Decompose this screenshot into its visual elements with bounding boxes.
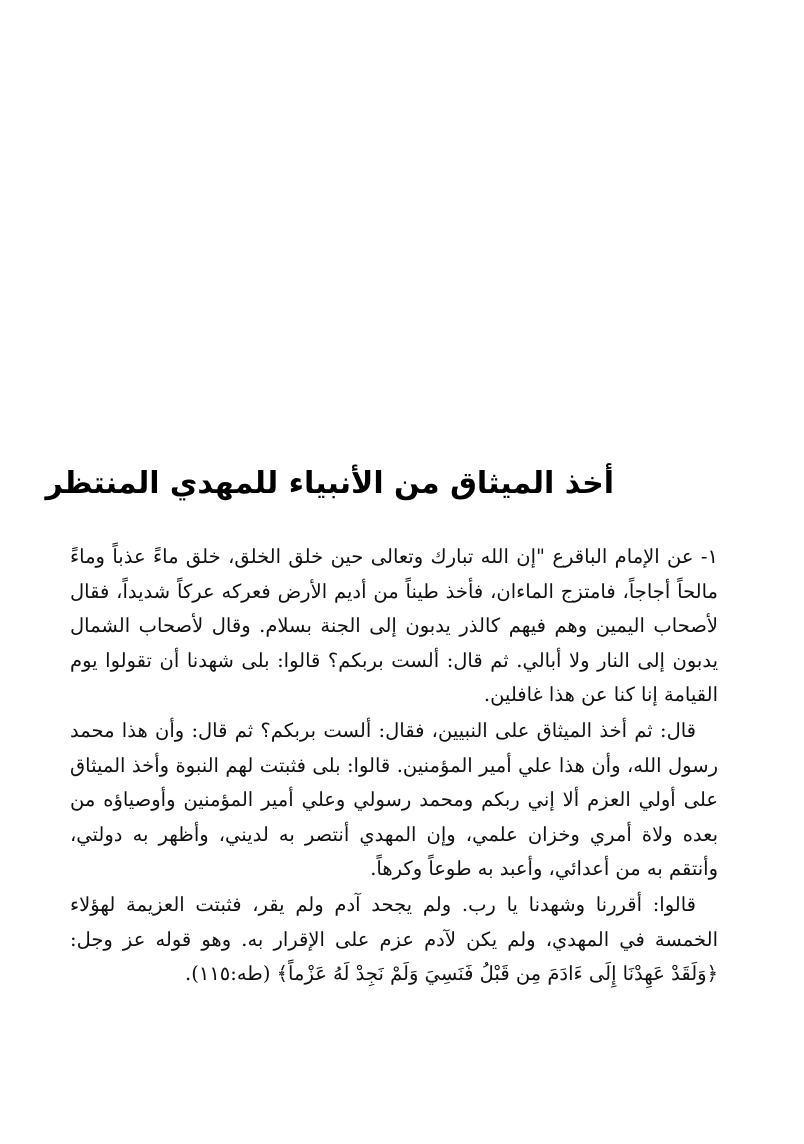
paragraph-3: قالوا: أقررنا وشهدنا يا رب. ولم يجحد آدم ولم يقر، فثبتت العزيمة لهؤلاء الخمسة في المهدي، ولم يكن لآدم عزم على الإقرار به. وهو قوله عز وجل: ﴿وَلَقَدْ عَهِدْنَا إِلَى ءَادَمَ مِن قَبْلُ فَنَسِيَ وَلَمْ نَجِدْ لَهُ عَزْماً﴾ (طه:١١٥). [70, 892, 718, 986]
paragraph-2: قال: ثم أخذ الميثاق على النبيين، فقال: ألست بربكم؟ ثم قال: وأن هذا محمد رسول الله، وأن هذا علي أمير المؤمنين. قالوا: بلى فثبتت لهم النبوة وأخذ الميثاق على أولي العزم ألا إني ربكم ومحمد رسولي وعلي أمير المؤمنين وأوصياؤه من بعده ولاة أمري وخزان علمي، وإن المهدي أنتصر به لديني، وأظهر به دولتي، وأنتقم به من أعدائي، وأعبد به طوعاً وكرهاً. [70, 718, 718, 881]
body-text [70, 540, 718, 993]
page-title: أخذ الميثاق من الأنبياء للمهدي المنتظر [45, 466, 614, 501]
paragraph-1: ١- عن الإمام الباقرع "إن الله تبارك وتعالى حين خلق الخلق، خلق ماءً عذباً وماءً مالحاً أجاجاً، فامتزج الماءان، فأخذ طيناً من أديم الأرض فعركه عركاً شديداً، فقال لأصحاب اليمين وهم فيهم كالذر يدبون إلى الجنة بسلام. وقال لأصحاب الشمال يدبون إلى النار ولا أبالي. ثم قال: ألست بربكم؟ قالوا: بلى شهدنا أن تقولوا يوم القيامة إنا كنا عن هذا غافلين. [70, 545, 718, 707]
